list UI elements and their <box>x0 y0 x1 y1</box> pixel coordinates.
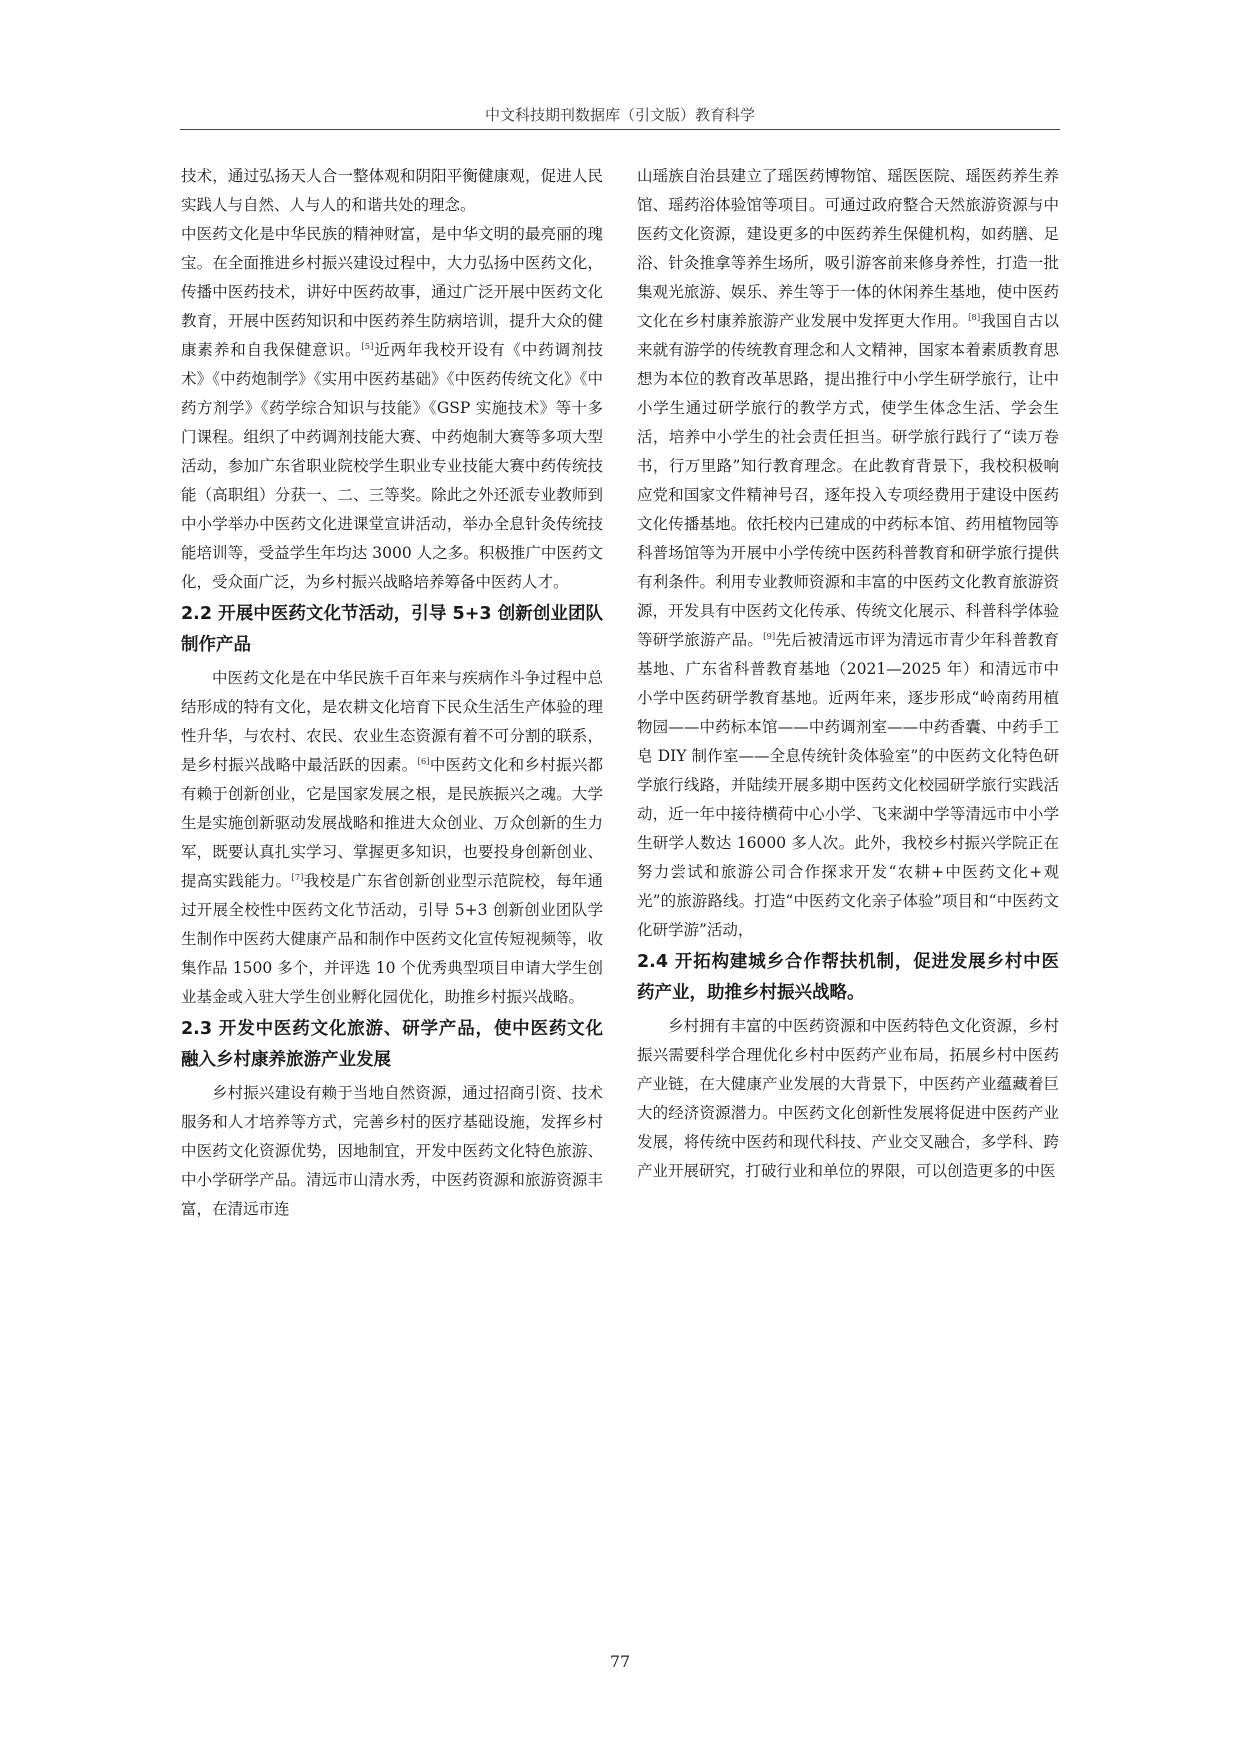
paragraph: 中医药文化是中华民族的精神财富，是中华文明的最亮丽的瑰宝。在全面推进乡村振兴建设过程中，大力弘扬中医药文化，传播中医药技术，讲好中医药故事，通过广泛开展中医药文化教育，开展中医药知识和中医药养生防病培训，提升大众的健康素养和自我保健意识。[5]近两年我校开设有《中药调剂技术》《中药炮制学》《实用中医药基础》《中医药传统文化》《中药方剂学》《药学综合知识与技能》《GSP 实施技术》等十多门课程。组织了中药调剂技能大赛、中药炮制大赛等多项大型活动，参加广东省职业院校学生职业专业技能大赛中药传统技能（高职组）分获一、二、三等奖。除此之外还派专业教师到中小学举办中医药文化进课堂宣讲活动，举办全息针灸传统技能培训等，受益学生年均达 3000 人之多。积极推广中医药文化，受众面广泛，为乡村振兴战略培养筹备中医药人才。 <box>181 225 603 591</box>
citation-marker: [7] <box>291 872 304 883</box>
section-heading: 2.3 开发中医药文化旅游、研学产品，使中医药文化融入乡村康养旅游产业发展 <box>181 1019 603 1070</box>
citation-marker: [6] <box>417 756 430 767</box>
paragraph: 山瑶族自治县建立了瑶医药博物馆、瑶医医院、瑶医药养生养馆、瑶药浴体验馆等项目。可通过政府整合天然旅游资源与中医药文化资源，建设更多的中医药养生保健机构，如药膳、足浴、针灸推拿等养生场所，吸引游客前来修身养性，打造一批集观光旅游、娱乐、养生等于一体的休闲养生基地，使中医药文化在乡村康养旅游产业发展中发挥更大作用。[8]我国自古以来就有游学的传统教育理念和人文精神，国家本着素质教育思想为本位的教育改革思路，提出推行中小学生研学旅行，让中小学生通过研学旅行的教学方式，使学生体念生活、学会生活，培养中小学生的社会责任担当。研学旅行践行了“读万卷书，行万里路”知行教育理念。在此教育背景下，我校积极响应党和国家文件精神号召，逐年投入专项经费用于建设中医药文化传播基地。依托校内已建成的中药标本馆、药用植物园等科普场馆等为开展中小学传统中医药科普教育和研学旅行提供有利条件。利用专业教师资源和丰富的中医药文化教育旅游资源，开发具有中医药文化传承、传统文化展示、科普科学体验等研学旅游产品。[9]先后被清远市评为清远市青少年科普教育基地、广东省科普教育基地（2021—2025 年）和清远市中小学中医药研学教育基地。近两年来，逐步形成“岭南药用植物园——中药标本馆——中药调剂室——中药香囊、中药手工皂 DIY 制作室——全息传统针灸体验室”的中医药文化特色研学旅行线路，并陆续开展多期中医药文化校园研学旅行实践活动，近一年中接待横荷中心小学、飞来湖中学等清远市中小学生研学人数达 16000 多人次。此外，我校乡村振兴学院正在努力尝试和旅游公司合作探求开发“农耕+中医药文化+观光”的旅游路线。打造“中医药文化亲子体验”项目和“中医药文化研学游”活动， <box>637 167 1059 939</box>
left-column <box>181 162 603 1224</box>
citation-marker: [8] <box>968 312 981 323</box>
paragraph: 技术，通过弘扬天人合一整体观和阴阳平衡健康观，促进人民实践人与自然、人与人的和谐共处的理念。 <box>181 167 603 214</box>
section-heading: 2.4 开拓构建城乡合作帮扶机制，促进发展乡村中医药产业，助推乡村振兴战略。 <box>637 952 1059 1003</box>
citation-marker: [9] <box>763 631 776 642</box>
paragraph: 乡村振兴建设有赖于当地自然资源，通过招商引资、技术服务和人才培养等方式，完善乡村的医疗基础设施，发挥乡村中医药文化资源优势，因地制宜，开发中医药文化特色旅游、中小学研学产品。清远市山清水秀，中医药资源和旅游资源丰富，在清远市连 <box>181 1084 603 1218</box>
paragraph: 乡村拥有丰富的中医药资源和中医药特色文化资源，乡村振兴需要科学合理优化乡村中医药产业布局，拓展乡村中医药产业链，在大健康产业发展的大背景下，中医药产业蕴藏着巨大的经济资源潜力。中医药文化创新性发展将促进中医药产业发展，将传统中医药和现代科技、产业交叉融合，多学科、跨产业开展研究，打破行业和单位的界限，可以创造更多的中医 <box>637 1017 1059 1180</box>
section-heading: 2.2 开展中医药文化节活动，引导 5+3 创新创业团队制作产品 <box>181 604 603 655</box>
citation-marker: [5] <box>361 341 374 352</box>
right-column <box>637 162 1059 1186</box>
journal-header: 中文科技期刊数据库（引文版）教育科学 <box>484 106 755 124</box>
page-number: 77 <box>609 1652 631 1671</box>
header-rule <box>180 129 1060 130</box>
paragraph: 中医药文化是在中华民族千百年来与疾病作斗争过程中总结形成的特有文化，是农耕文化培育下民众生活生产体验的理性升华，与农村、农民、农业生态资源有着不可分割的联系，是乡村振兴战略中最活跃的因素。[6]中医药文化和乡村振兴都有赖于创新创业，它是国家发展之根，是民族振兴之魂。大学生是实施创新驱动发展战略和推进大众创业、万众创新的生力军，既要认真扎实学习、掌握更多知识，也要投身创新创业、提高实践能力。[7]我校是广东省创新创业型示范院校，每年通过开展全校性中医药文化节活动，引导 5+3 创新创业团队学生制作中医药大健康产品和制作中医药文化宣传短视频等，收集作品 1500 多个，并评选 10 个优秀典型项目申请大学生创业基金或入驻大学生创业孵化园优化，助推乡村振兴战略。 <box>181 669 603 1006</box>
